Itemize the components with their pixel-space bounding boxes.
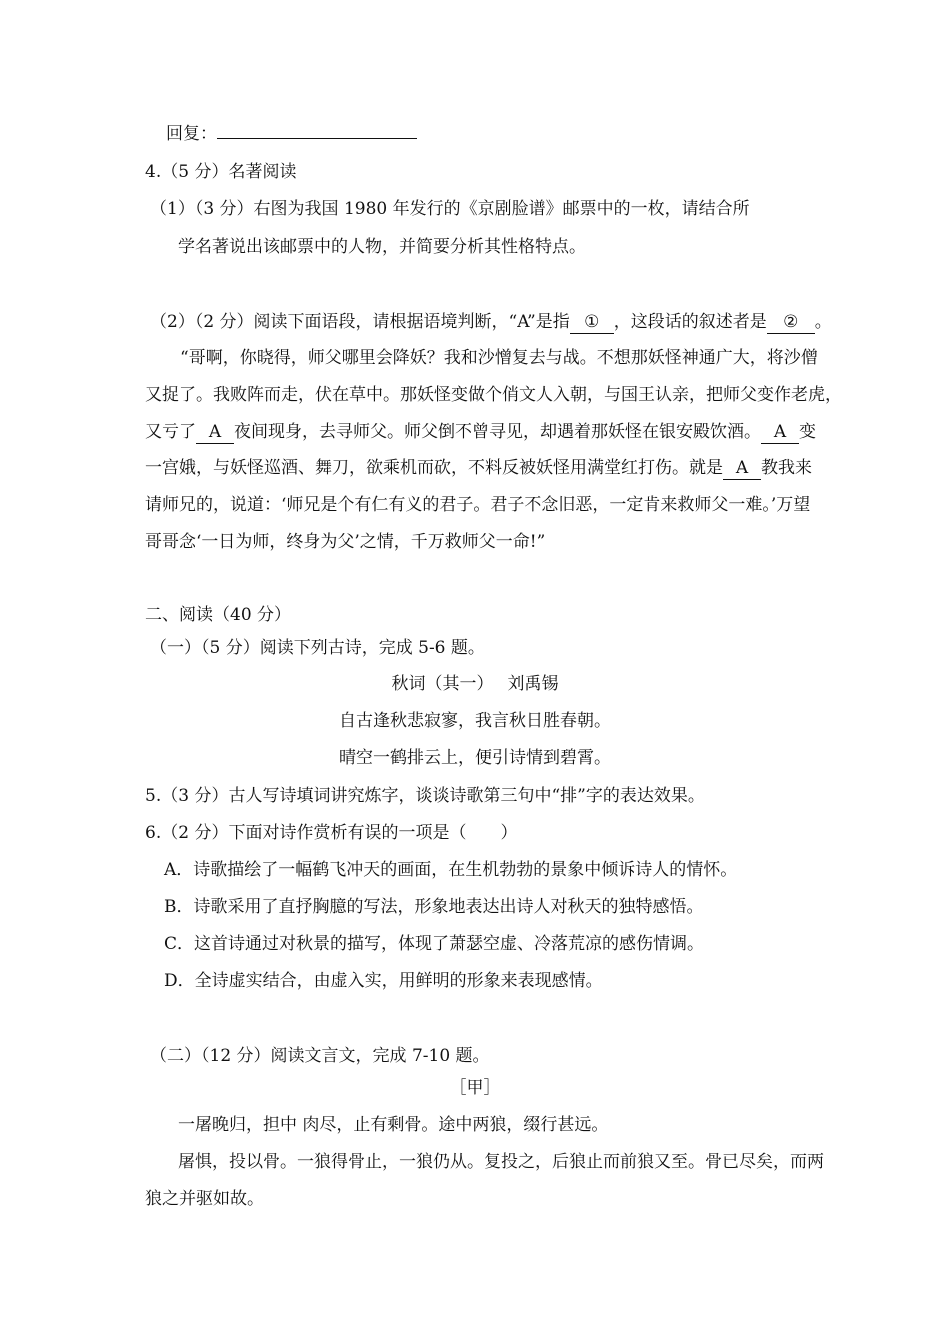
classical-text-line-3: 狼之并驱如故。 bbox=[145, 1189, 264, 1209]
passage-text: 夜间现身，去寻师父。师父倒不曾寻见，却遇着那妖怪在银安殿饮酒。 bbox=[234, 422, 761, 442]
q4-blank-2[interactable]: ② bbox=[767, 312, 815, 334]
part2-intro: （二）（12 分）阅读文言文，完成 7-10 题。 bbox=[150, 1046, 490, 1066]
q4-sub2-mid: ，这段话的叙述者是 bbox=[613, 312, 767, 332]
q4-blank-1[interactable]: ① bbox=[570, 312, 614, 334]
option-a[interactable]: A．诗歌描绘了一幅鹤飞冲天的画面，在生机勃勃的景象中倾诉诗人的情怀。 bbox=[164, 860, 738, 880]
q4-sub1-line1: （1）（3 分）右图为我国 1980 年发行的《京剧脸谱》邮票中的一枚，请结合所 bbox=[150, 199, 750, 219]
classical-text-line-2: 屠惧，投以骨。一狼得骨止，一狼仍从。复投之，后狼止而前狼又至。骨已尽矣，而两 bbox=[178, 1152, 824, 1172]
reply-answer-blank[interactable] bbox=[217, 137, 417, 139]
poem-line-2: 晴空一鹤排云上，便引诗情到碧霄。 bbox=[339, 748, 611, 768]
part1-intro: （一）（5 分）阅读下列古诗，完成 5-6 题。 bbox=[150, 638, 485, 658]
option-b[interactable]: B．诗歌采用了直抒胸臆的写法，形象地表达出诗人对秋天的独特感悟。 bbox=[164, 897, 704, 917]
q4-sub2-end: 。 bbox=[814, 312, 832, 332]
reply-label: 回复： bbox=[166, 124, 217, 144]
question-5: 5.（3 分）古人写诗填词讲究炼字，谈谈诗歌第三句中“排”字的表达效果。 bbox=[145, 786, 705, 806]
jia-label: ［甲］ bbox=[449, 1078, 501, 1098]
question-6: 6.（2 分）下面对诗作赏析有误的一项是（ ） bbox=[145, 823, 518, 843]
passage-text: 教我来 bbox=[761, 458, 812, 478]
q4-passage-line-5: 请师兄的，说道：‘师兄是个有仁有义的君子。君子不念旧恶，一定肯来救师父一难。’万望 bbox=[145, 495, 811, 515]
passage-text: 变 bbox=[799, 422, 816, 442]
q4-passage-line-6: 哥哥念‘一日为师，终身为父’之情，千万救师父一命!” bbox=[145, 532, 546, 552]
option-d[interactable]: D．全诗虚实结合，由虚入实，用鲜明的形象来表现感情。 bbox=[164, 971, 603, 991]
q4-header: 4.（5 分）名著阅读 bbox=[145, 162, 297, 182]
q4-sub2-question bbox=[150, 310, 832, 334]
passage-blank-a: A bbox=[196, 422, 234, 444]
q4-sub1-line2: 学名著说出该邮票中的人物，并简要分析其性格特点。 bbox=[178, 237, 586, 257]
section2-header: 二、阅读（40 分） bbox=[145, 605, 292, 625]
q4-sub2-prefix: （2）（2 分）阅读下面语段，请根据语境判断，“A”是指 bbox=[150, 312, 570, 332]
option-c[interactable]: C．这首诗通过对秋景的描写，体现了萧瑟空虚、冷落荒凉的感伤情调。 bbox=[164, 934, 705, 954]
poem-title: 秋词（其一） 刘禹锡 bbox=[391, 674, 559, 694]
q4-passage-line-4 bbox=[145, 456, 812, 480]
passage-text: 一宫娥，与妖怪巡酒、舞刀，欲乘机而砍，不料反被妖怪用满堂红打伤。就是 bbox=[145, 458, 723, 478]
q4-passage-line-1: “哥啊，你晓得，师父哪里会降妖？我和沙憎复去与战。不想那妖怪神通广大，将沙僧 bbox=[180, 348, 818, 368]
passage-blank-a: A bbox=[723, 458, 761, 480]
classical-text-line-1: 一屠晚归，担中 肉尽，止有剩骨。途中两狼，缀行甚远。 bbox=[178, 1115, 609, 1135]
passage-text: 又亏了 bbox=[145, 422, 196, 442]
q4-passage-line-3 bbox=[145, 420, 816, 444]
q4-passage-line-2: 又捉了。我败阵而走，伏在草中。那妖怪变做个俏文人入朝，与国王认亲，把师父变作老虎， bbox=[145, 385, 842, 405]
reply-line bbox=[166, 122, 417, 146]
passage-blank-a: A bbox=[761, 422, 799, 444]
poem-line-1: 自古逢秋悲寂寥，我言秋日胜春朝。 bbox=[339, 711, 611, 731]
